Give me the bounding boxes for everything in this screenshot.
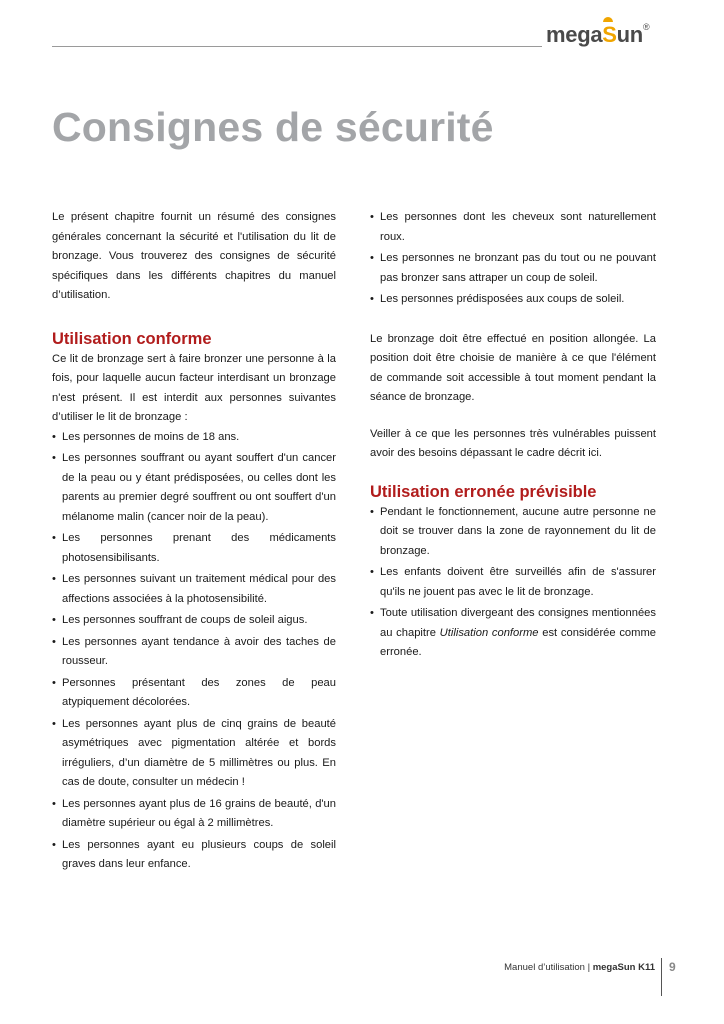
- list-item: • Les enfants doivent être surveillés afin de s'assurer qu'ils ne jouent pas avec le lit de bronzage.: [370, 563, 656, 602]
- page-number: 9: [669, 960, 676, 974]
- list-item: • Les personnes ayant eu plusieurs coups de soleil graves dans leur enfance.: [52, 836, 336, 875]
- chapter-reference: Utilisation conforme: [439, 626, 539, 639]
- footer-manual-label: Manuel d’utilisation | megaSun K11: [504, 962, 655, 973]
- conforme-list-continued: [370, 208, 656, 310]
- list-item: • Les personnes suivant un traitement médical pour des affections associées à la photosensibilité.: [52, 570, 336, 609]
- list-item: • Personnes présentant des zones de peau atypiquement décolorées.: [52, 674, 336, 713]
- list-item: • Pendant le fonctionnement, aucune autre personne ne doit se trouver dans la zone de rayonnement du lit de bronzage.: [370, 503, 656, 562]
- left-column: [52, 208, 336, 877]
- list-item: • Les personnes prenant des médicaments photosensibilisants.: [52, 529, 336, 568]
- list-item: • Les personnes ne bronzant pas du tout ou ne pouvant pas bronzer sans attraper un coup de soleil.: [370, 249, 656, 288]
- megasun-logo: megaSun®: [546, 22, 650, 47]
- header-rule: [52, 46, 542, 47]
- section-heading-conforme: Utilisation conforme: [52, 329, 212, 348]
- list-item: • Les personnes ayant plus de cinq grains de beauté asymétriques avec pigmentation altérée et bords irréguliers, d’un diamètre de 5 millimètres ou plus. En cas de doute, consulter un médecin !: [52, 715, 336, 793]
- list-item: • Les personnes ayant plus de 16 grains de beauté, d'un diamètre supérieur ou égal à 2 millimètres.: [52, 795, 336, 834]
- intro-paragraph: Le présent chapitre fournit un résumé des consignes générales concernant la sécurité et l'utilisation du lit de bronzage. Vous trouverez des consignes de sécurité spécifiques dans les différents chapitres du manuel d’utilisation.: [52, 211, 336, 301]
- section-heading-erronee: Utilisation erronée prévisible: [370, 482, 597, 501]
- list-item: • Les personnes souffrant de coups de soleil aigus.: [52, 611, 336, 631]
- list-item: • Les personnes souffrant ou ayant souffert d'un cancer de la peau ou y étant prédisposées, ou celles dont les parents au premier degré souffrent ou ont souffert d'un mélanome malin (cancer noir de la peau).: [52, 449, 336, 527]
- erronee-list: [370, 503, 656, 663]
- conforme-list: [52, 428, 336, 875]
- list-item: • Les personnes ayant tendance à avoir des taches de rousseur.: [52, 633, 336, 672]
- footer-divider: [661, 958, 662, 996]
- right-column: [370, 208, 656, 665]
- list-item: • Les personnes prédisposées aux coups de soleil.: [370, 290, 656, 310]
- conforme-paragraph: Ce lit de bronzage sert à faire bronzer une personne à la fois, pour laquelle aucun facteur interdisant un bronzage n'est présent. Il est interdit aux personnes suivantes d’utiliser le lit de bronzage :: [52, 352, 336, 423]
- vulnerable-paragraph: Veiller à ce que les personnes très vulnérables puissent avoir des besoins dépassant le cadre décrit ici.: [370, 427, 656, 459]
- sun-icon: S: [602, 22, 617, 47]
- page-title: Consignes de sécurité: [52, 104, 494, 150]
- list-item: • Les personnes dont les cheveux sont naturellement roux.: [370, 208, 656, 247]
- list-item: • Les personnes de moins de 18 ans.: [52, 428, 336, 448]
- list-item: • Toute utilisation divergeant des consignes mentionnées au chapitre Utilisation conforme est considérée comme erronée.: [370, 604, 656, 663]
- position-paragraph: Le bronzage doit être effectué en position allongée. La position doit être choisie de manière à ce que l'élément de commande soit accessible à tout moment pendant la séance de bronzage.: [370, 332, 656, 403]
